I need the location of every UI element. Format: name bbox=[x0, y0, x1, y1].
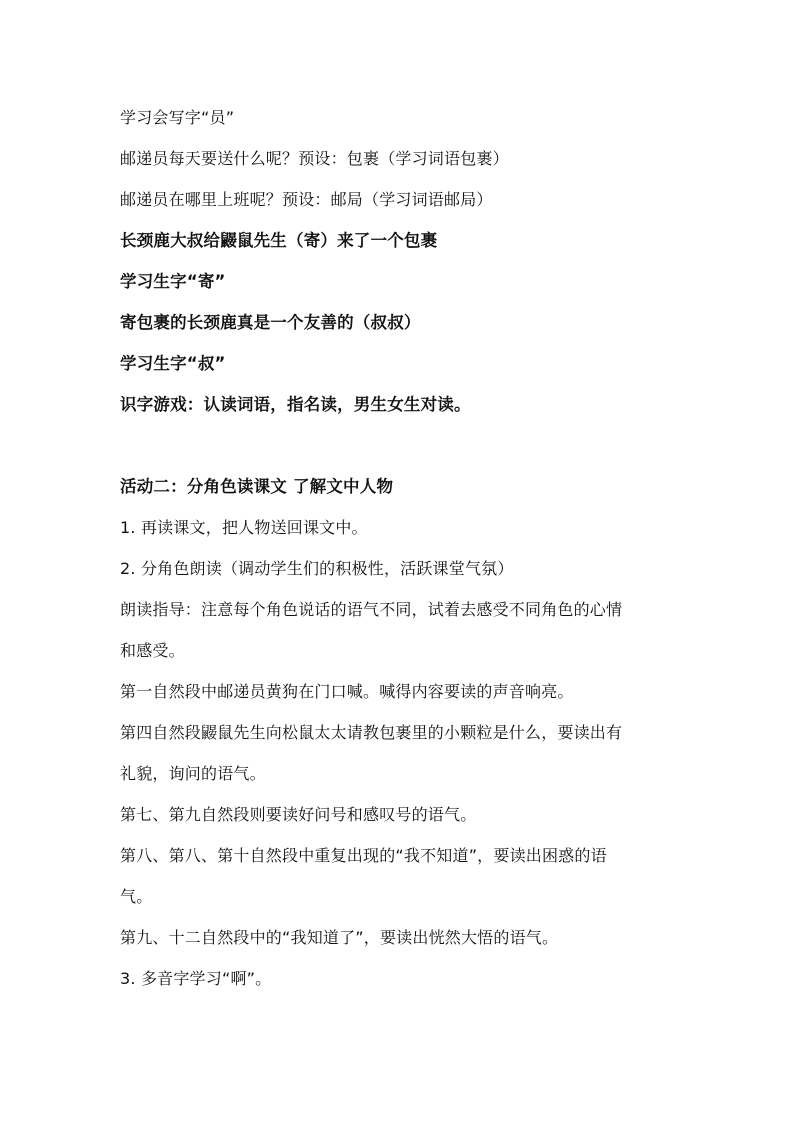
paragraph-first-section: 第一自然段中邮递员黄狗在门口喊。喊得内容要读的声音响亮。 bbox=[120, 682, 574, 701]
heading-giraffe-sends: 长颈鹿大叔给鼹鼠先生（寄）来了一个包裹 bbox=[120, 231, 438, 250]
paragraph-fourth-section-line-2: 礼貌，询问的语气。 bbox=[120, 764, 266, 783]
paragraph-reading-guide-line-1: 朗读指导：注意每个角色说话的语气不同，试着去感受不同角色的心情 bbox=[120, 600, 623, 619]
paragraph-ninth-twelfth: 第九、十二自然段中的“我知道了”，要读出恍然大悟的语气。 bbox=[120, 928, 559, 947]
paragraph-fourth-section-line-1: 第四自然段鼹鼠先生向松鼠太太请教包裹里的小颗粒是什么，要读出有 bbox=[120, 723, 623, 742]
paragraph-eighth-tenth-line-1: 第八、第八、第十自然段中重复出现的“我不知道”，要读出困惑的语 bbox=[120, 846, 607, 865]
text-line-postman-deliver: 邮递员每天要送什么呢？预设：包裹（学习词语包裹） bbox=[120, 149, 509, 168]
list-item-3: 3. 多音字学习“啊”。 bbox=[120, 969, 272, 988]
paragraph-eighth-tenth-line-2: 气。 bbox=[120, 887, 153, 906]
list-item-2: 2. 分角色朗读（调动学生们的积极性，活跃课堂气氛） bbox=[120, 559, 514, 578]
heading-learn-shu: 学习生字“叔” bbox=[120, 354, 226, 373]
list-item-1: 1. 再读课文，把人物送回课文中。 bbox=[120, 518, 368, 537]
paragraph-seventh-ninth: 第七、第九自然段则要读好问号和感叹号的语气。 bbox=[120, 805, 477, 824]
heading-friendly-uncle: 寄包裹的长颈鹿真是一个友善的（叔叔） bbox=[120, 313, 421, 332]
heading-learn-ji: 学习生字“寄” bbox=[120, 272, 226, 291]
paragraph-reading-guide-line-2: 和感受。 bbox=[120, 641, 185, 660]
text-line-postman-work: 邮递员在哪里上班呢？预设：邮局（学习词语邮局） bbox=[120, 190, 493, 209]
heading-word-game: 识字游戏：认读词语，指名读，男生女生对读。 bbox=[120, 395, 471, 414]
text-line-learn-yuan: 学习会写字“员” bbox=[120, 108, 235, 127]
section-heading-activity-two: 活动二：分角色读课文 了解文中人物 bbox=[120, 477, 394, 496]
